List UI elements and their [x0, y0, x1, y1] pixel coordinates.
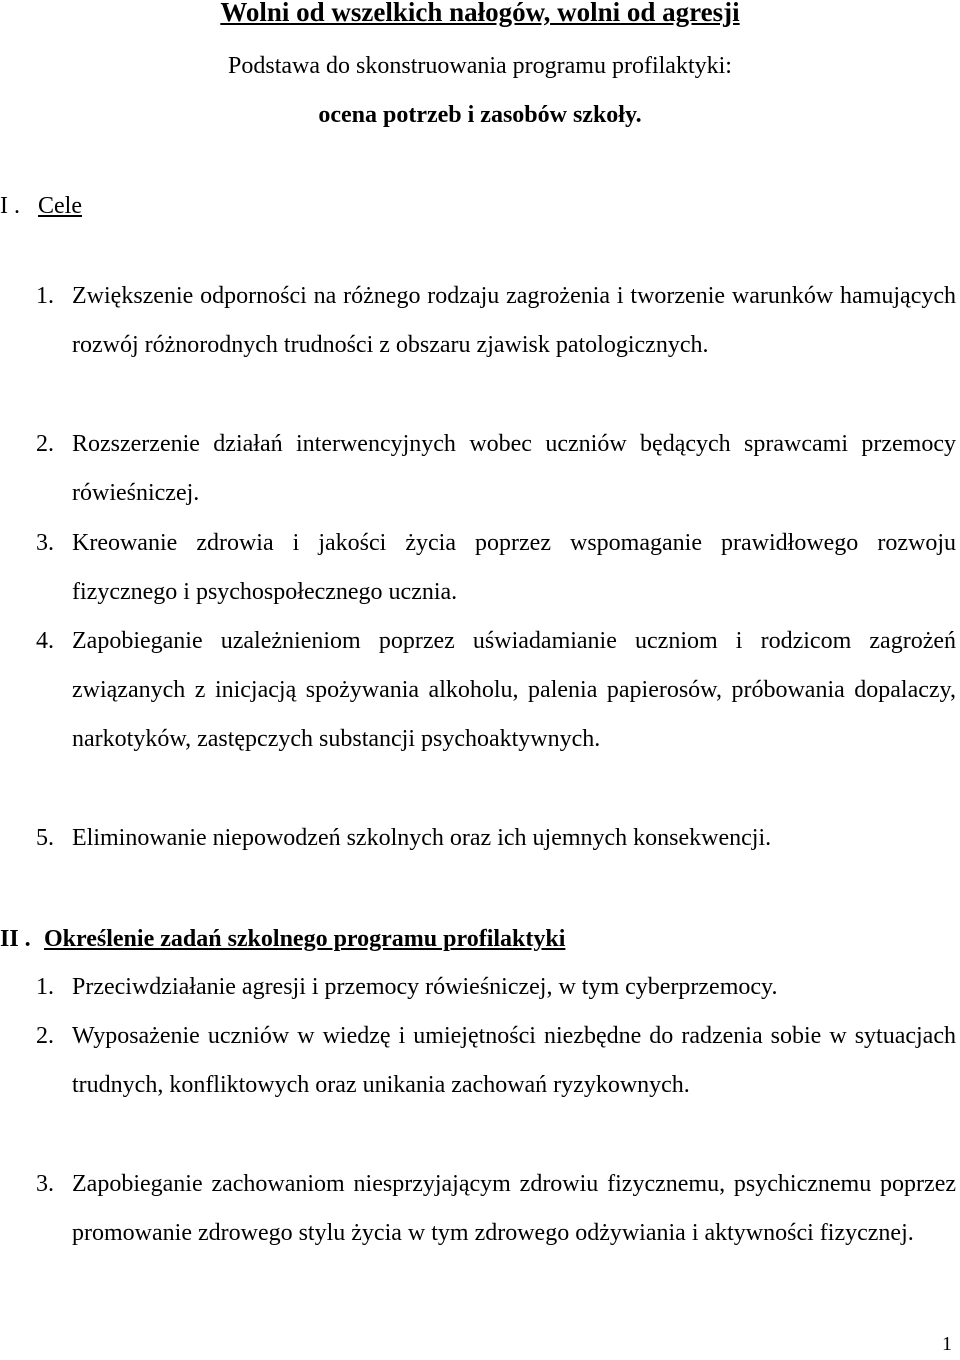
list-item-number: 1.	[36, 974, 54, 1000]
list-item	[36, 519, 956, 617]
list-item-text: Zapobieganie zachowaniom niesprzyjającym zdrowiu fizycznemu, psychicznemu poprzez promowanie zdrowego stylu życia w tym zdrowego odżywiania i aktywności fizycznej.	[72, 1171, 956, 1246]
list-item-number: 2.	[36, 1023, 54, 1049]
section-title: Cele	[38, 193, 82, 219]
list-item-text: Kreowanie zdrowia i jakości życia poprzez wspomaganie prawidłowego rozwoju fizycznego i psychospołecznego ucznia.	[72, 530, 956, 605]
section-heading-tasks	[0, 923, 565, 955]
list-item-number: 1.	[36, 283, 54, 309]
section-heading-goals	[0, 190, 82, 222]
section-title: Określenie zadań szkolnego programu profilaktyki	[44, 926, 566, 952]
list-item-text: Przeciwdziałanie agresji i przemocy rówieśniczej, w tym cyberprzemocy.	[72, 974, 778, 1000]
document-subtitle-bold: ocena potrzeb i zasobów szkoły.	[318, 102, 642, 128]
document-subtitle: Podstawa do skonstruowania programu profilaktyki:	[228, 53, 732, 79]
list-item-text: Eliminowanie niepowodzeń szkolnych oraz ich ujemnych konsekwencji.	[72, 825, 772, 851]
list-item	[36, 1012, 956, 1110]
list-item	[36, 1160, 956, 1258]
list-item-number: 3.	[36, 530, 54, 556]
document-title: Wolni od wszelkich nałogów, wolni od agresji	[220, 0, 740, 27]
list-item-text: Zapobieganie uzależnieniom poprzez uświadamianie uczniom i rodzicom zagrożeń związanych z inicjacją spożywania alkoholu, palenia papierosów, próbowania dopalaczy, narkotyków, zastępczych substancji psychoaktywnych.	[72, 628, 956, 752]
list-item-number: 4.	[36, 628, 54, 654]
list-item-number: 3.	[36, 1171, 54, 1197]
list-item-number: 5.	[36, 825, 54, 851]
list-item-text: Wyposażenie uczniów w wiedzę i umiejętności niezbędne do radzenia sobie w sytuacjach trudnych, konfliktowych oraz unikania zachowań ryzykownych.	[72, 1023, 956, 1098]
section-number: II .	[0, 926, 31, 952]
list-item	[36, 617, 956, 764]
section-number: I .	[0, 193, 20, 219]
list-item	[36, 963, 956, 1012]
list-item-number: 2.	[36, 431, 54, 457]
list-item-text: Zwiększenie odporności na różnego rodzaju zagrożenia i tworzenie warunków hamujących rozwój różnorodnych trudności z obszaru zjawisk patologicznych.	[72, 283, 956, 358]
list-item	[36, 272, 956, 370]
list-item-text: Rozszerzenie działań interwencyjnych wobec uczniów będących sprawcami przemocy rówieśniczej.	[72, 431, 956, 506]
page-number: 1	[942, 1333, 952, 1355]
list-item	[36, 814, 956, 863]
list-item	[36, 420, 956, 518]
